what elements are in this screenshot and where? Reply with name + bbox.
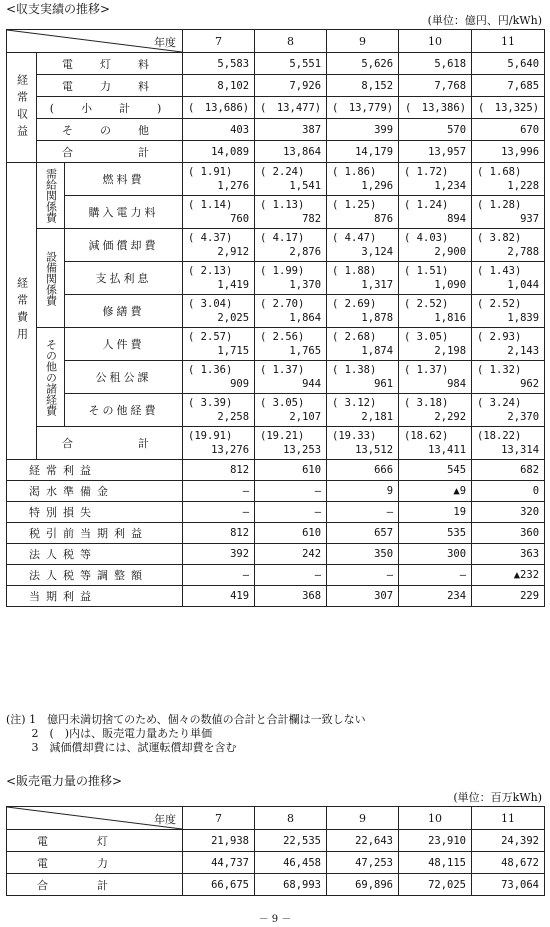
- header-row: [7, 30, 545, 53]
- value-cell: 8,152: [327, 75, 399, 97]
- value-cell: [255, 394, 327, 427]
- row-label: 電 灯 料: [37, 53, 183, 75]
- expense-row: [7, 262, 545, 295]
- value-cell: 13,864: [255, 141, 327, 163]
- summary-row: [7, 586, 545, 607]
- year-header: 7: [183, 807, 255, 830]
- year-header: 8: [255, 807, 327, 830]
- value-cell: [183, 427, 255, 460]
- amount: 1,419: [217, 279, 250, 291]
- value-cell: 0: [472, 481, 545, 502]
- amount: 984: [447, 378, 467, 390]
- amount: 909: [230, 378, 250, 390]
- amount: 3,124: [361, 246, 394, 258]
- amount: 876: [374, 213, 394, 225]
- value-cell: ( 13,686): [183, 97, 255, 119]
- income-table: [6, 29, 545, 607]
- value-cell: [399, 361, 472, 394]
- value-cell: 300: [399, 544, 472, 565]
- amount: 13,512: [355, 444, 394, 456]
- amount: 2,143: [507, 345, 540, 357]
- summary-row: [7, 523, 545, 544]
- unit-price: ( 1.36): [188, 364, 233, 376]
- revenue-group-label: 経常収益: [7, 53, 37, 163]
- value-cell: 69,896: [327, 874, 399, 896]
- unit-price: ( 1.91): [188, 166, 233, 178]
- amount: 2,788: [507, 246, 540, 258]
- unit-price: ( 2.57): [188, 331, 233, 343]
- amount: 2,025: [217, 312, 250, 324]
- value-cell: [327, 262, 399, 295]
- revenue-row: [7, 97, 545, 119]
- row-label: 電 灯: [7, 830, 183, 852]
- note-1: (注) 1 億円未満切捨てのため、個々の数値の合計と合計欄は一致しない: [6, 713, 366, 726]
- notes: [6, 713, 366, 755]
- unit-price: ( 1.99): [260, 265, 305, 277]
- value-cell: 399: [327, 119, 399, 141]
- year-header: 10: [399, 807, 472, 830]
- value-cell: 22,535: [255, 830, 327, 852]
- row-label: 人件費: [65, 328, 183, 361]
- value-cell: 363: [472, 544, 545, 565]
- value-cell: 545: [399, 460, 472, 481]
- amount: 2,181: [361, 411, 394, 423]
- row-label: 電 力 料: [37, 75, 183, 97]
- amount: 2,900: [434, 246, 467, 258]
- value-cell: [183, 196, 255, 229]
- row-label: 合 計: [37, 427, 183, 460]
- expense-group-label: 経常費用: [7, 163, 37, 460]
- value-cell: 14,089: [183, 141, 255, 163]
- unit-price: ( 4.37): [188, 232, 233, 244]
- summary-row: [7, 502, 545, 523]
- expense-row: [7, 295, 545, 328]
- value-cell: [327, 295, 399, 328]
- value-cell: [255, 262, 327, 295]
- amount: 962: [520, 378, 540, 390]
- value-cell: [472, 427, 545, 460]
- value-cell: —: [255, 502, 327, 523]
- amount: 1,296: [361, 180, 394, 192]
- revenue-row: [7, 119, 545, 141]
- value-cell: 535: [399, 523, 472, 544]
- row-label: 経常利益: [7, 460, 183, 481]
- value-cell: [255, 163, 327, 196]
- unit-price: ( 3.04): [188, 298, 233, 310]
- value-cell: —: [183, 565, 255, 586]
- unit-price: ( 1.24): [404, 199, 449, 211]
- summary-row: [7, 544, 545, 565]
- expense-row: [7, 229, 545, 262]
- value-cell: 242: [255, 544, 327, 565]
- unit-price: ( 1.72): [404, 166, 449, 178]
- unit-price: ( 2.68): [332, 331, 377, 343]
- value-cell: [472, 361, 545, 394]
- header-row: [7, 807, 545, 830]
- row-label: ( 小 計 ): [37, 97, 183, 119]
- amount: 2,198: [434, 345, 467, 357]
- value-cell: [183, 295, 255, 328]
- value-cell: 68,993: [255, 874, 327, 896]
- note-3: 3 減価償却費には、試運転償却費を含む: [6, 741, 237, 754]
- row-label: そ の 他: [37, 119, 183, 141]
- expense-subgroup-label: 設備関係費: [37, 229, 65, 328]
- amount: 894: [447, 213, 467, 225]
- value-cell: 229: [472, 586, 545, 607]
- value-cell: [472, 163, 545, 196]
- unit-price: (19.91): [188, 430, 233, 442]
- value-cell: 5,583: [183, 53, 255, 75]
- unit-price: ( 1.14): [188, 199, 233, 211]
- unit-price: ( 4.03): [404, 232, 449, 244]
- value-cell: ▲232: [472, 565, 545, 586]
- value-cell: [183, 262, 255, 295]
- unit-price: ( 2.13): [188, 265, 233, 277]
- unit-price: ( 1.86): [332, 166, 377, 178]
- value-cell: 368: [255, 586, 327, 607]
- amount: 760: [230, 213, 250, 225]
- unit-price: ( 3.05): [404, 331, 449, 343]
- value-cell: [183, 361, 255, 394]
- value-cell: 44,737: [183, 852, 255, 874]
- year-header: 9: [327, 30, 399, 53]
- sales-volume-table: [6, 806, 545, 896]
- amount: 961: [374, 378, 394, 390]
- summary-row: [7, 565, 545, 586]
- amount: 2,107: [289, 411, 322, 423]
- value-cell: 666: [327, 460, 399, 481]
- expense-total-row: [7, 427, 545, 460]
- value-cell: [183, 394, 255, 427]
- expense-row: [7, 394, 545, 427]
- unit-price: ( 3.12): [332, 397, 377, 409]
- value-cell: 7,685: [472, 75, 545, 97]
- value-cell: 387: [255, 119, 327, 141]
- amount: 13,276: [211, 444, 250, 456]
- unit-price: ( 2.93): [477, 331, 522, 343]
- year-header: 7: [183, 30, 255, 53]
- row-label: 購入電力料: [65, 196, 183, 229]
- value-cell: —: [399, 565, 472, 586]
- value-cell: —: [183, 481, 255, 502]
- amount: 782: [302, 213, 322, 225]
- amount: 2,292: [434, 411, 467, 423]
- value-cell: [183, 328, 255, 361]
- value-cell: 5,640: [472, 53, 545, 75]
- value-cell: 24,392: [472, 830, 545, 852]
- value-cell: 7,926: [255, 75, 327, 97]
- unit-price: ( 2.52): [404, 298, 449, 310]
- value-cell: [399, 295, 472, 328]
- value-cell: [472, 196, 545, 229]
- amount: 2,258: [217, 411, 250, 423]
- unit-price: ( 3.24): [477, 397, 522, 409]
- amount: 2,876: [289, 246, 322, 258]
- value-cell: 5,551: [255, 53, 327, 75]
- summary-row: [7, 460, 545, 481]
- value-cell: 234: [399, 586, 472, 607]
- value-cell: 403: [183, 119, 255, 141]
- amount: 944: [302, 378, 322, 390]
- value-cell: [472, 328, 545, 361]
- amount: 1,765: [289, 345, 322, 357]
- value-cell: ▲9: [399, 481, 472, 502]
- year-header: 8: [255, 30, 327, 53]
- value-cell: 419: [183, 586, 255, 607]
- row-label: 特別損失: [7, 502, 183, 523]
- value-cell: 7,768: [399, 75, 472, 97]
- value-cell: [183, 163, 255, 196]
- amount: 13,253: [283, 444, 322, 456]
- value-cell: [327, 328, 399, 361]
- unit-price: ( 2.56): [260, 331, 305, 343]
- amount: 1,541: [289, 180, 322, 192]
- amount: 937: [520, 213, 540, 225]
- unit-price: ( 2.69): [332, 298, 377, 310]
- value-cell: 657: [327, 523, 399, 544]
- unit-price: (18.22): [477, 430, 522, 442]
- unit-price: (19.21): [260, 430, 305, 442]
- row-label: 合 計: [7, 874, 183, 896]
- value-cell: 8,102: [183, 75, 255, 97]
- value-cell: 610: [255, 460, 327, 481]
- amount: 1,044: [507, 279, 540, 291]
- value-cell: 22,643: [327, 830, 399, 852]
- row-label: 渇水準備金: [7, 481, 183, 502]
- unit-price: ( 2.24): [260, 166, 305, 178]
- section2-unit: (単位：百万kWh): [453, 791, 542, 804]
- unit-price: ( 1.51): [404, 265, 449, 277]
- row-label: 修繕費: [65, 295, 183, 328]
- unit-price: ( 1.32): [477, 364, 522, 376]
- row-label: 合 計: [37, 141, 183, 163]
- value-cell: 72,025: [399, 874, 472, 896]
- unit-price: ( 1.68): [477, 166, 522, 178]
- value-cell: —: [255, 481, 327, 502]
- expense-subgroup-label: その他の諸経費: [37, 328, 65, 427]
- value-cell: 682: [472, 460, 545, 481]
- section1-unit: (単位：億円、円/kWh): [427, 14, 542, 27]
- row-label: 公租公課: [65, 361, 183, 394]
- unit-price: ( 1.25): [332, 199, 377, 211]
- value-cell: 9: [327, 481, 399, 502]
- year-header: 10: [399, 30, 472, 53]
- value-cell: [399, 196, 472, 229]
- unit-price: (18.62): [404, 430, 449, 442]
- year-header-diagonal: [7, 30, 183, 53]
- amount: 13,411: [428, 444, 467, 456]
- amount: 2,370: [507, 411, 540, 423]
- value-cell: 23,910: [399, 830, 472, 852]
- amount: 1,228: [507, 180, 540, 192]
- unit-price: ( 1.13): [260, 199, 305, 211]
- value-cell: 812: [183, 523, 255, 544]
- expense-row: [7, 163, 545, 196]
- value-cell: [255, 427, 327, 460]
- value-cell: [399, 394, 472, 427]
- value-cell: [327, 229, 399, 262]
- row-label: 燃料費: [65, 163, 183, 196]
- volume-row: [7, 830, 545, 852]
- amount: 13,314: [501, 444, 540, 456]
- value-cell: 46,458: [255, 852, 327, 874]
- value-cell: 320: [472, 502, 545, 523]
- value-cell: [472, 229, 545, 262]
- value-cell: [472, 295, 545, 328]
- amount: 1,874: [361, 345, 394, 357]
- amount: 1,276: [217, 180, 250, 192]
- year-header-label: 年度: [154, 813, 176, 826]
- year-header: 11: [472, 807, 545, 830]
- unit-price: ( 1.28): [477, 199, 522, 211]
- value-cell: 307: [327, 586, 399, 607]
- amount: 1,816: [434, 312, 467, 324]
- year-header: 11: [472, 30, 545, 53]
- value-cell: 21,938: [183, 830, 255, 852]
- row-label: 電 力: [7, 852, 183, 874]
- row-label: 当期利益: [7, 586, 183, 607]
- volume-row: [7, 852, 545, 874]
- unit-price: ( 1.37): [260, 364, 305, 376]
- value-cell: ( 13,477): [255, 97, 327, 119]
- amount: 1,370: [289, 279, 322, 291]
- value-cell: 350: [327, 544, 399, 565]
- value-cell: [255, 196, 327, 229]
- note-2: 2 ( )内は、販売電力量あたり単価: [6, 727, 213, 740]
- unit-price: ( 3.82): [477, 232, 522, 244]
- value-cell: [399, 163, 472, 196]
- amount: 1,839: [507, 312, 540, 324]
- unit-price: ( 4.47): [332, 232, 377, 244]
- value-cell: [327, 196, 399, 229]
- amount: 1,878: [361, 312, 394, 324]
- expense-row: [7, 196, 545, 229]
- value-cell: ( 13,325): [472, 97, 545, 119]
- value-cell: [255, 295, 327, 328]
- value-cell: 13,957: [399, 141, 472, 163]
- amount: 1,090: [434, 279, 467, 291]
- row-label: 法人税等: [7, 544, 183, 565]
- value-cell: [255, 229, 327, 262]
- value-cell: 47,253: [327, 852, 399, 874]
- row-label: 税引前当期利益: [7, 523, 183, 544]
- value-cell: 360: [472, 523, 545, 544]
- value-cell: [327, 427, 399, 460]
- unit-price: ( 1.88): [332, 265, 377, 277]
- value-cell: 570: [399, 119, 472, 141]
- amount: 1,234: [434, 180, 467, 192]
- value-cell: [399, 328, 472, 361]
- revenue-row: [7, 53, 545, 75]
- expense-row: [7, 361, 545, 394]
- value-cell: 610: [255, 523, 327, 544]
- value-cell: 66,675: [183, 874, 255, 896]
- amount: 1,715: [217, 345, 250, 357]
- page-number: － 9 －: [258, 914, 292, 925]
- row-label: その他経費: [65, 394, 183, 427]
- section1-title: <収支実績の推移>: [6, 2, 111, 16]
- unit-price: ( 3.05): [260, 397, 305, 409]
- expense-subgroup-label: 需給関係費: [37, 163, 65, 229]
- expense-row: [7, 328, 545, 361]
- row-label: 支払利息: [65, 262, 183, 295]
- unit-price: ( 1.43): [477, 265, 522, 277]
- unit-price: ( 4.17): [260, 232, 305, 244]
- revenue-row: [7, 75, 545, 97]
- unit-price: (19.33): [332, 430, 377, 442]
- value-cell: [327, 163, 399, 196]
- value-cell: —: [327, 565, 399, 586]
- value-cell: 48,115: [399, 852, 472, 874]
- value-cell: 670: [472, 119, 545, 141]
- value-cell: [399, 262, 472, 295]
- value-cell: [399, 427, 472, 460]
- amount: 1,864: [289, 312, 322, 324]
- value-cell: ( 13,386): [399, 97, 472, 119]
- row-label: 法人税等調整額: [7, 565, 183, 586]
- amount: 1,317: [361, 279, 394, 291]
- amount: 2,912: [217, 246, 250, 258]
- value-cell: 392: [183, 544, 255, 565]
- value-cell: 19: [399, 502, 472, 523]
- value-cell: —: [255, 565, 327, 586]
- row-label: 減価償却費: [65, 229, 183, 262]
- year-header-label: 年度: [154, 36, 177, 49]
- value-cell: 73,064: [472, 874, 545, 896]
- value-cell: 5,618: [399, 53, 472, 75]
- section2-title: <販売電力量の推移>: [6, 774, 123, 788]
- value-cell: [327, 394, 399, 427]
- unit-price: ( 1.37): [404, 364, 449, 376]
- value-cell: [255, 361, 327, 394]
- unit-price: ( 3.18): [404, 397, 449, 409]
- revenue-total-row: [7, 141, 545, 163]
- value-cell: [327, 361, 399, 394]
- value-cell: ( 13,779): [327, 97, 399, 119]
- summary-row: [7, 481, 545, 502]
- value-cell: [183, 229, 255, 262]
- value-cell: [472, 394, 545, 427]
- value-cell: 5,626: [327, 53, 399, 75]
- year-header-diagonal: [7, 807, 183, 830]
- value-cell: [399, 229, 472, 262]
- value-cell: [472, 262, 545, 295]
- unit-price: ( 1.38): [332, 364, 377, 376]
- value-cell: 48,672: [472, 852, 545, 874]
- year-header: 9: [327, 807, 399, 830]
- unit-price: ( 2.70): [260, 298, 305, 310]
- value-cell: [255, 328, 327, 361]
- volume-row: [7, 874, 545, 896]
- value-cell: 13,996: [472, 141, 545, 163]
- value-cell: 14,179: [327, 141, 399, 163]
- value-cell: —: [183, 502, 255, 523]
- unit-price: ( 2.52): [477, 298, 522, 310]
- value-cell: 812: [183, 460, 255, 481]
- unit-price: ( 3.39): [188, 397, 233, 409]
- value-cell: —: [327, 502, 399, 523]
